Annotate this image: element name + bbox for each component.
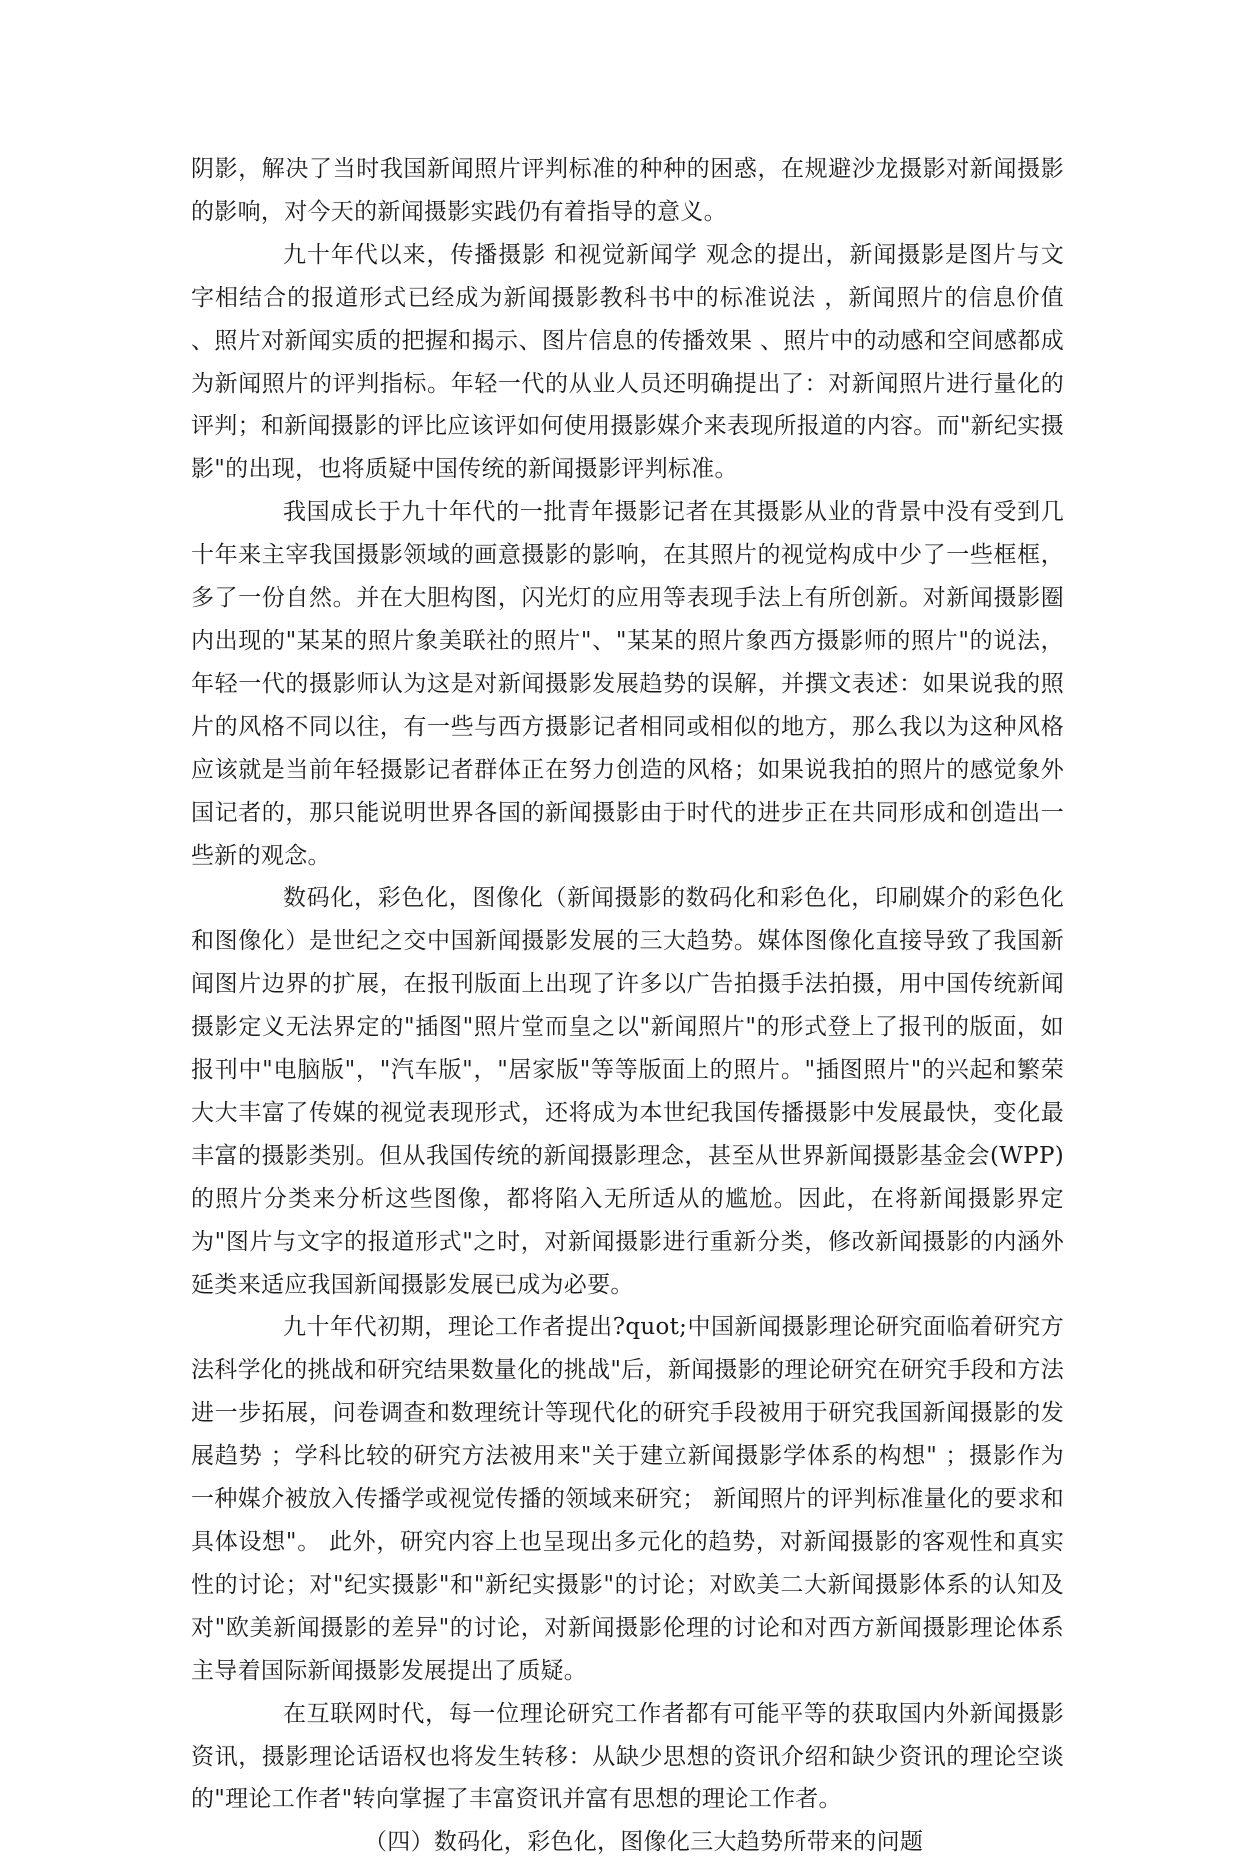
paragraph-theory-research: 九十年代初期，理论工作者提出?quot;中国新闻摄影理论研究面临着研究方法科学化的挑战和研究结果数量化的挑战"后，新闻摄影的理论研究在研究手段和方法进一步拓展，问卷调查和数理统计等现代化的研究手段被用于研究我国新闻摄影的发展趋势 ；学科比较的研究方法被用来"关于建立新闻摄影学体系的构想" ；摄影作为一种媒介被放入传播学或视觉传播的领域来研究； 新闻照片的评判标准量化的要求和具体设想"。 此外，研究内容上也呈现出多元化的趋势，对新闻摄影的客观性和真实性的讨论；对"纪实摄影"和"新纪实摄影"的讨论；对欧美二大新闻摄影体系的认知及对"欧美新闻摄影的差异"的讨论，对新闻摄影伦理的讨论和对西方新闻摄影理论体系主导着国际新闻摄影发展提出了质疑。 (191, 1314, 1064, 1684)
paragraph-three-trends: 数码化，彩色化，图像化（新闻摄影的数码化和彩色化，印刷媒介的彩色化和图像化）是世纪之交中国新闻摄影发展的三大趋势。媒体图像化直接导致了我国新闻图片边界的扩展，在报刊版面上出现了许多以广告拍摄手法拍摄，用中国传统新闻摄影定义无法界定的"插图"照片堂而皇之以"新闻照片"的形式登上了报刊的版面，如报刊中"电脑版"，"汽车版"，"居家版"等等版面上的照片。"插图照片"的兴起和繁荣大大丰富了传媒的视觉表现形式，还将成为本世纪我国传播摄影中发展最快，变化最丰富的摄影类别。但从我国传统的新闻摄影理念，甚至从世界新闻摄影基金会(WPP)的照片分类来分析这些图像，都将陷入无所适从的尴尬。因此，在将新闻摄影界定为"图片与文字的报道形式"之时，对新闻摄影进行重新分类，修改新闻摄影的内涵外延类来适应我国新闻摄影发展已成为必要。 (191, 885, 1064, 1298)
paragraph-young-photojournalists: 我国成长于九十年代的一批青年摄影记者在其摄影从业的背景中没有受到几十年来主宰我国摄影领域的画意摄影的影响，在其照片的视觉构成中少了一些框框，多了一份自然。并在大胆构图，闪光灯的应用等表现手法上有所创新。对新闻摄影圈内出现的"某某的照片象美联社的照片"、"某某的照片象西方摄影师的照片"的说法，年轻一代的摄影师认为这是对新闻摄影发展趋势的误解，并撰文表述：如果说我的照片的风格不同以往，有一些与西方摄影记者相同或相似的地方，那么我以为这种风格应该就是当前年轻摄影记者群体正在努力创造的风格；如果说我拍的照片的感觉象外国记者的，那只能说明世界各国的新闻摄影由于时代的进步正在共同形成和创造出一些新的观念。 (191, 499, 1064, 869)
section-heading: （四）数码化，彩色化，图像化三大趋势所带来的问题 (364, 1829, 924, 1856)
paragraph-communication-photography: 九十年代以来，传播摄影 和视觉新闻学 观念的提出，新闻摄影是图片与文字相结合的报道形式已经成为新闻摄影教科书中的标准说法 ，新闻照片的信息价值 、照片对新闻实质的把握和揭示、图片信息的传播效果 、照片中的动感和空间感都成为新闻照片的评判指标。年轻一代的从业人员还明确提出了：对新闻照片进行量化的评判；和新闻摄影的评比应该评如何使用摄影媒介来表现所报道的内容。而"新纪实摄影"的出现，也将质疑中国传统的新闻摄影评判标准。 (191, 241, 1064, 483)
paragraph-internet-era: 在互联网时代，每一位理论研究工作者都有可能平等的获取国内外新闻摄影资讯，摄影理论话语权也将发生转移：从缺少思想的资讯介绍和缺少资讯的理论空谈的"理论工作者"转向掌握了丰富资讯并富有思想的理论工作者。 (191, 1700, 1064, 1813)
paragraph-continuation: 阴影，解决了当时我国新闻照片评判标准的种种的困惑，在规避沙龙摄影对新闻摄影的影响，对今天的新闻摄影实践仍有着指导的意义。 (191, 156, 1064, 225)
document-body (191, 148, 1064, 1864)
